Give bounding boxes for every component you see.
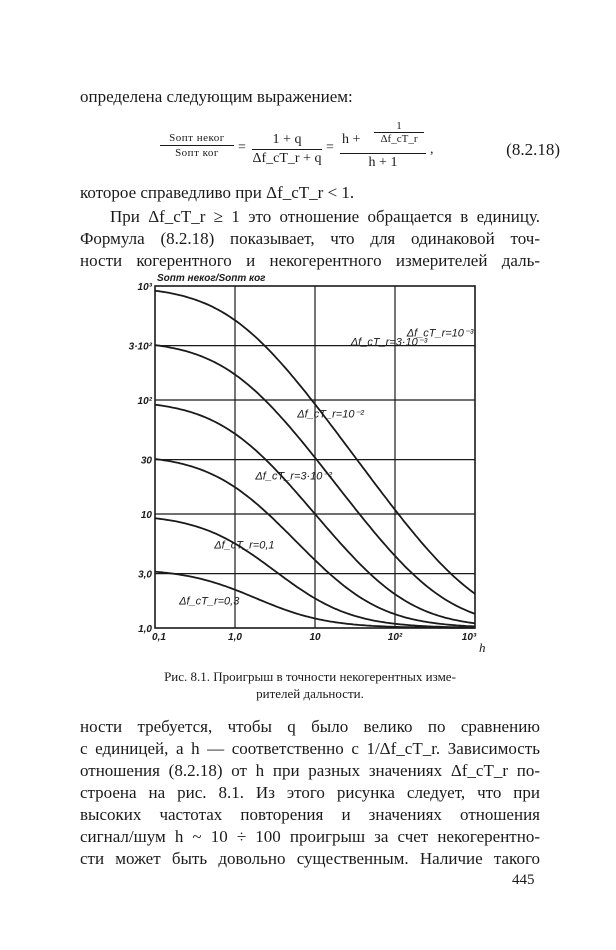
x-tick-label-1: 1,0 <box>228 632 242 643</box>
paragraph-line-2: с единицей, а h — соответственно с 1/Δf_cT_r. Зависимость <box>80 739 540 758</box>
paragraph-line-6: сигнал/шум h ~ 10 ÷ 100 проигрыш за счет некогерентно- <box>80 827 540 846</box>
curve-label-0: Δf_cT_r=10⁻³ <box>406 327 474 340</box>
figure-caption-line-2: рителей дальности. <box>256 686 364 701</box>
curve-label-3: Δf_cT_r=3·10⁻² <box>255 470 332 483</box>
eq-fraction-mid <box>252 132 322 167</box>
page-number: 445 <box>512 872 535 888</box>
x-tick-label-2: 10 <box>309 632 321 643</box>
eq-right-small-fraction <box>374 120 424 145</box>
paragraph-line-3: отношения (8.2.18) от h при разных значениях Δf_cT_r по- <box>80 761 540 780</box>
x-tick-label-0: 0,1 <box>152 632 166 643</box>
eq-fraction-left <box>160 132 234 159</box>
paragraph-line-4: строена на рис. 8.1. Из этого рисунка следует, что при <box>80 783 540 802</box>
y-tick-label-0: 1,0 <box>138 624 152 635</box>
eq-left-denominator: Sопт ког <box>175 147 219 159</box>
equation-number: (8.2.18) <box>506 140 560 159</box>
chart-series-labels <box>178 328 474 608</box>
curve-label-2: Δf_cT_r=10⁻² <box>297 408 364 421</box>
eq-right-small-num: 1 <box>374 120 424 133</box>
eq-right-small-den: Δf_cT_r <box>380 133 418 145</box>
curve-label-1: Δf_cT_r=3·10⁻³ <box>350 336 428 349</box>
eq-equals-2: = <box>326 140 334 155</box>
y-tick-label-4: 10² <box>137 396 152 407</box>
text-line-5: ности когерентного и некогерентного измерителей даль- <box>80 251 540 270</box>
eq-right-h: h + <box>342 132 361 147</box>
curve-label-4: Δf_cT_r=0,1 <box>214 539 275 552</box>
eq-left-numerator: Sопт неког <box>160 132 234 146</box>
text-line-2: которое справедливо при Δf_cT_r < 1. <box>80 183 355 202</box>
figure-8-1-chart <box>120 268 500 653</box>
paragraph-line-1: ности требуется, чтобы q было велико по сравнению <box>80 717 540 736</box>
eq-right-denominator: h + 1 <box>368 155 398 170</box>
eq-right-numerator <box>340 120 426 154</box>
chart-y-axis-label: Sопт неког/Sопт ког <box>157 273 266 284</box>
text-line-1: определена следующим выражением: <box>80 87 353 106</box>
chart-x-axis-label: h <box>479 640 486 653</box>
curve-label-5: Δf_cT_r=0,3 <box>179 595 240 608</box>
y-tick-label-3: 30 <box>140 455 152 467</box>
paragraph-line-7: сти может быть довольно существенным. Наличие такого <box>80 849 540 868</box>
y-tick-label-1: 3,0 <box>138 569 152 581</box>
y-tick-label-2: 10 <box>140 510 152 521</box>
eq-fraction-right <box>340 120 426 171</box>
eq-mid-denominator: Δf_cT_r + q <box>252 151 322 166</box>
x-tick-label-4: 10³ <box>461 632 477 643</box>
figure-caption-line-1: Рис. 8.1. Проигрыш в точности некогерентных изме- <box>164 669 456 684</box>
paragraph-line-5: высоких частотах повторения и значениях отношения <box>80 805 540 824</box>
equation-8-2-18 <box>160 120 560 172</box>
text-line-4: Формула (8.2.18) показывает, что для одинаковой точ- <box>80 229 540 248</box>
text-line-3: При Δf_cT_r ≥ 1 это отношение обращается в единицу. <box>110 207 540 226</box>
y-tick-label-5: 3·10² <box>128 341 152 353</box>
eq-comma: , <box>430 142 434 157</box>
eq-equals-1: = <box>238 140 246 155</box>
y-tick-label-6: 10³ <box>137 282 152 293</box>
eq-mid-numerator: 1 + q <box>252 132 322 150</box>
x-tick-label-3: 10² <box>387 632 403 643</box>
